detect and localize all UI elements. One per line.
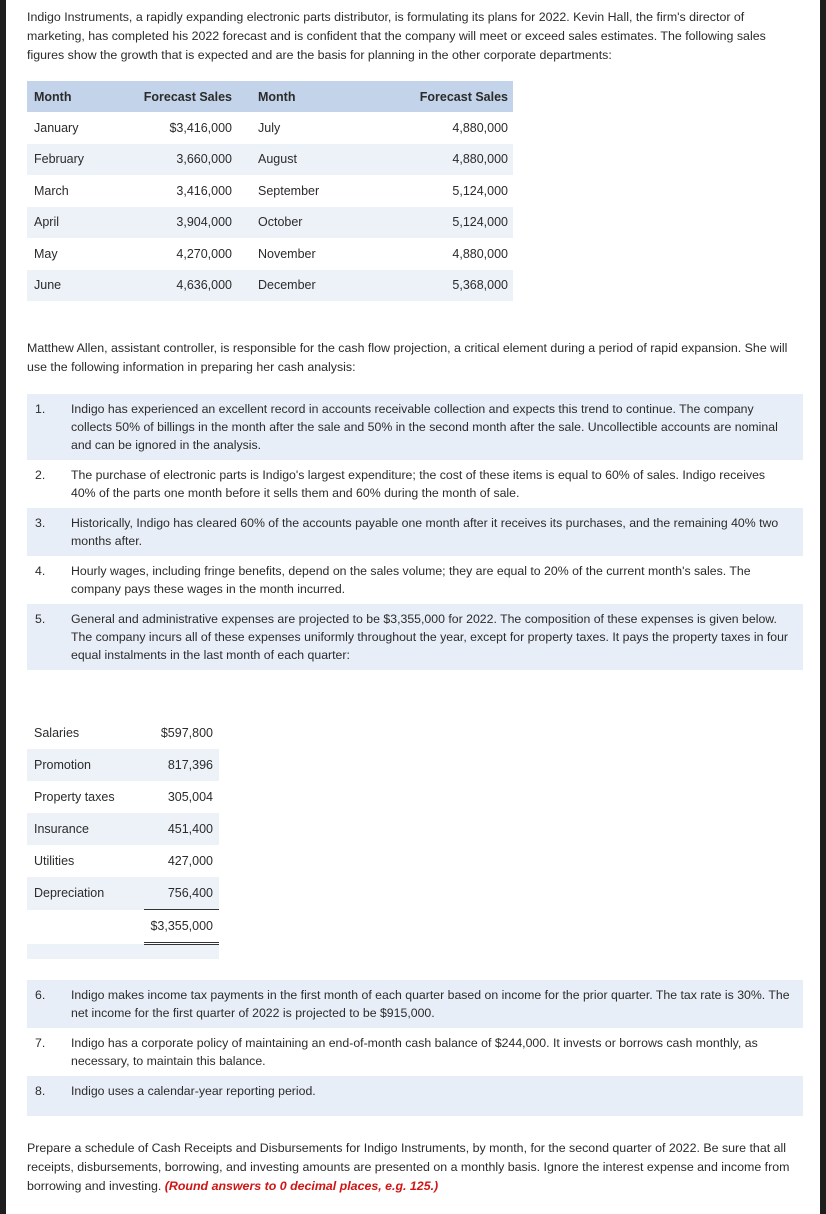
sales-cell: 5,124,000 [360, 175, 513, 207]
closing-paragraph [27, 1139, 803, 1196]
sales-cell: $3,416,000 [108, 112, 232, 144]
table-row [27, 717, 219, 749]
header-month-2: Month [232, 81, 360, 112]
month-cell: May [27, 238, 108, 270]
month-cell: February [27, 144, 108, 176]
table-row [27, 207, 513, 239]
table-row-total [27, 910, 219, 944]
item-text: The purchase of electronic parts is Indigo's largest expenditure; the cost of these items is equal to 60% of sales. Indigo receives 40% of the parts one month before it sells them and 60% during the month of sale. [71, 468, 766, 500]
table-row [27, 112, 513, 144]
list-item [27, 980, 803, 1028]
list-item [27, 556, 803, 604]
sales-cell: 5,124,000 [360, 207, 513, 239]
table-row-spacer [27, 944, 219, 960]
expense-amount: 817,396 [144, 749, 219, 781]
list-item [27, 604, 803, 670]
table-row [27, 813, 219, 845]
sales-cell: 4,880,000 [360, 144, 513, 176]
item-number: 3. [35, 516, 46, 530]
closing-text: Prepare a schedule of Cash Receipts and Disbursements for Indigo Instruments, by month, for the second quarter of 2022. Be sure that all receipts, disbursements, borrowing, and investing amounts are presented on a monthly basis. Ignore the interest expense and income from borrowing and investing. [27, 1141, 790, 1193]
sales-table-header [27, 81, 513, 112]
expense-amount: 427,000 [144, 845, 219, 877]
table-row [27, 877, 219, 910]
info-list-b [27, 980, 803, 1116]
table-row [27, 144, 513, 176]
table-row [27, 175, 513, 207]
header-forecast-1: Forecast Sales [108, 81, 232, 112]
sales-cell: 3,416,000 [108, 175, 232, 207]
expense-amount: 305,004 [144, 781, 219, 813]
item-number: 4. [35, 564, 46, 578]
list-item [27, 1028, 803, 1076]
month-cell: November [232, 238, 360, 270]
sales-cell: 4,636,000 [108, 270, 232, 302]
month-cell: March [27, 175, 108, 207]
sales-forecast-table [27, 81, 513, 301]
month-cell: January [27, 112, 108, 144]
month-cell: December [232, 270, 360, 302]
middle-paragraph: Matthew Allen, assistant controller, is responsible for the cash flow projection, a critical element during a period of rapid expansion. She will use the following information in preparing her cash analysis: [27, 341, 788, 374]
rounding-note: (Round answers to 0 decimal places, e.g. 125.) [164, 1179, 439, 1193]
item-number: 1. [35, 402, 46, 416]
total-label-empty [27, 910, 144, 944]
item-number: 6. [35, 988, 46, 1002]
month-cell: July [232, 112, 360, 144]
item-text: Historically, Indigo has cleared 60% of the accounts payable one month after it receives its purchases, and the remaining 40% two months after. [71, 516, 779, 548]
list-item [27, 460, 803, 508]
expense-label: Utilities [27, 845, 144, 877]
sales-cell: 3,660,000 [108, 144, 232, 176]
info-list-a [27, 394, 803, 670]
ga-expenses-table [27, 717, 219, 959]
expense-label: Promotion [27, 749, 144, 781]
list-item [27, 394, 803, 460]
expense-amount: $597,800 [144, 717, 219, 749]
item-text: Indigo makes income tax payments in the first month of each quarter based on income for the prior quarter. The tax rate is 30%. The net income for the first quarter of 2022 is projected to be $915,000. [71, 988, 790, 1020]
list-item [27, 508, 803, 556]
table-row [27, 270, 513, 302]
header-forecast-2: Forecast Sales [360, 81, 513, 112]
expense-amount: 756,400 [144, 877, 219, 910]
item-number: 8. [35, 1084, 46, 1098]
expense-label: Insurance [27, 813, 144, 845]
expense-total: $3,355,000 [144, 910, 219, 944]
month-cell: September [232, 175, 360, 207]
month-cell: June [27, 270, 108, 302]
item-number: 5. [35, 612, 46, 626]
intro-paragraph: Indigo Instruments, a rapidly expanding electronic parts distributor, is formulating its plans for 2022. Kevin Hall, the firm's director of marketing, has completed his 2022 forecast and is confident that the company will meet or exceed sales estimates. The following sales figures show the growth that is expected and are the basis for planning in the other corporate departments: [27, 10, 766, 62]
sales-cell: 5,368,000 [360, 270, 513, 302]
month-cell: August [232, 144, 360, 176]
sales-cell: 4,880,000 [360, 238, 513, 270]
sales-cell: 4,880,000 [360, 112, 513, 144]
item-text: General and administrative expenses are projected to be $3,355,000 for 2022. The composition of these expenses is given below. The company incurs all of these expenses uniformly throughout the year, except for property taxes. It pays the property taxes in four equal instalments in the last month of each quarter: [71, 612, 789, 662]
item-text: Indigo has a corporate policy of maintaining an end-of-month cash balance of $244,000. It invests or borrows cash monthly, as necessary, to maintain this balance. [71, 1036, 758, 1068]
table-row [27, 749, 219, 781]
table-row [27, 845, 219, 877]
item-number: 2. [35, 468, 46, 482]
list-item [27, 1076, 803, 1116]
frame-border-right [820, 0, 826, 1214]
expense-amount: 451,400 [144, 813, 219, 845]
item-text: Indigo has experienced an excellent record in accounts receivable collection and expects this trend to continue. The company collects 50% of billings in the month after the sale and 50% in the second month after the sale. Uncollectible accounts are nominal and can be ignored in the analysis. [71, 402, 778, 452]
expense-label: Depreciation [27, 877, 144, 910]
expense-label: Salaries [27, 717, 144, 749]
frame-border-left [0, 0, 6, 1214]
month-cell: October [232, 207, 360, 239]
sales-cell: 4,270,000 [108, 238, 232, 270]
item-number: 7. [35, 1036, 46, 1050]
sales-cell: 3,904,000 [108, 207, 232, 239]
table-row [27, 781, 219, 813]
header-month-1: Month [27, 81, 108, 112]
item-text: Indigo uses a calendar-year reporting period. [71, 1084, 316, 1098]
table-row [27, 238, 513, 270]
month-cell: April [27, 207, 108, 239]
item-text: Hourly wages, including fringe benefits, depend on the sales volume; they are equal to 20% of the current month's sales. The company pays these wages in the month incurred. [71, 564, 751, 596]
expense-label: Property taxes [27, 781, 144, 813]
